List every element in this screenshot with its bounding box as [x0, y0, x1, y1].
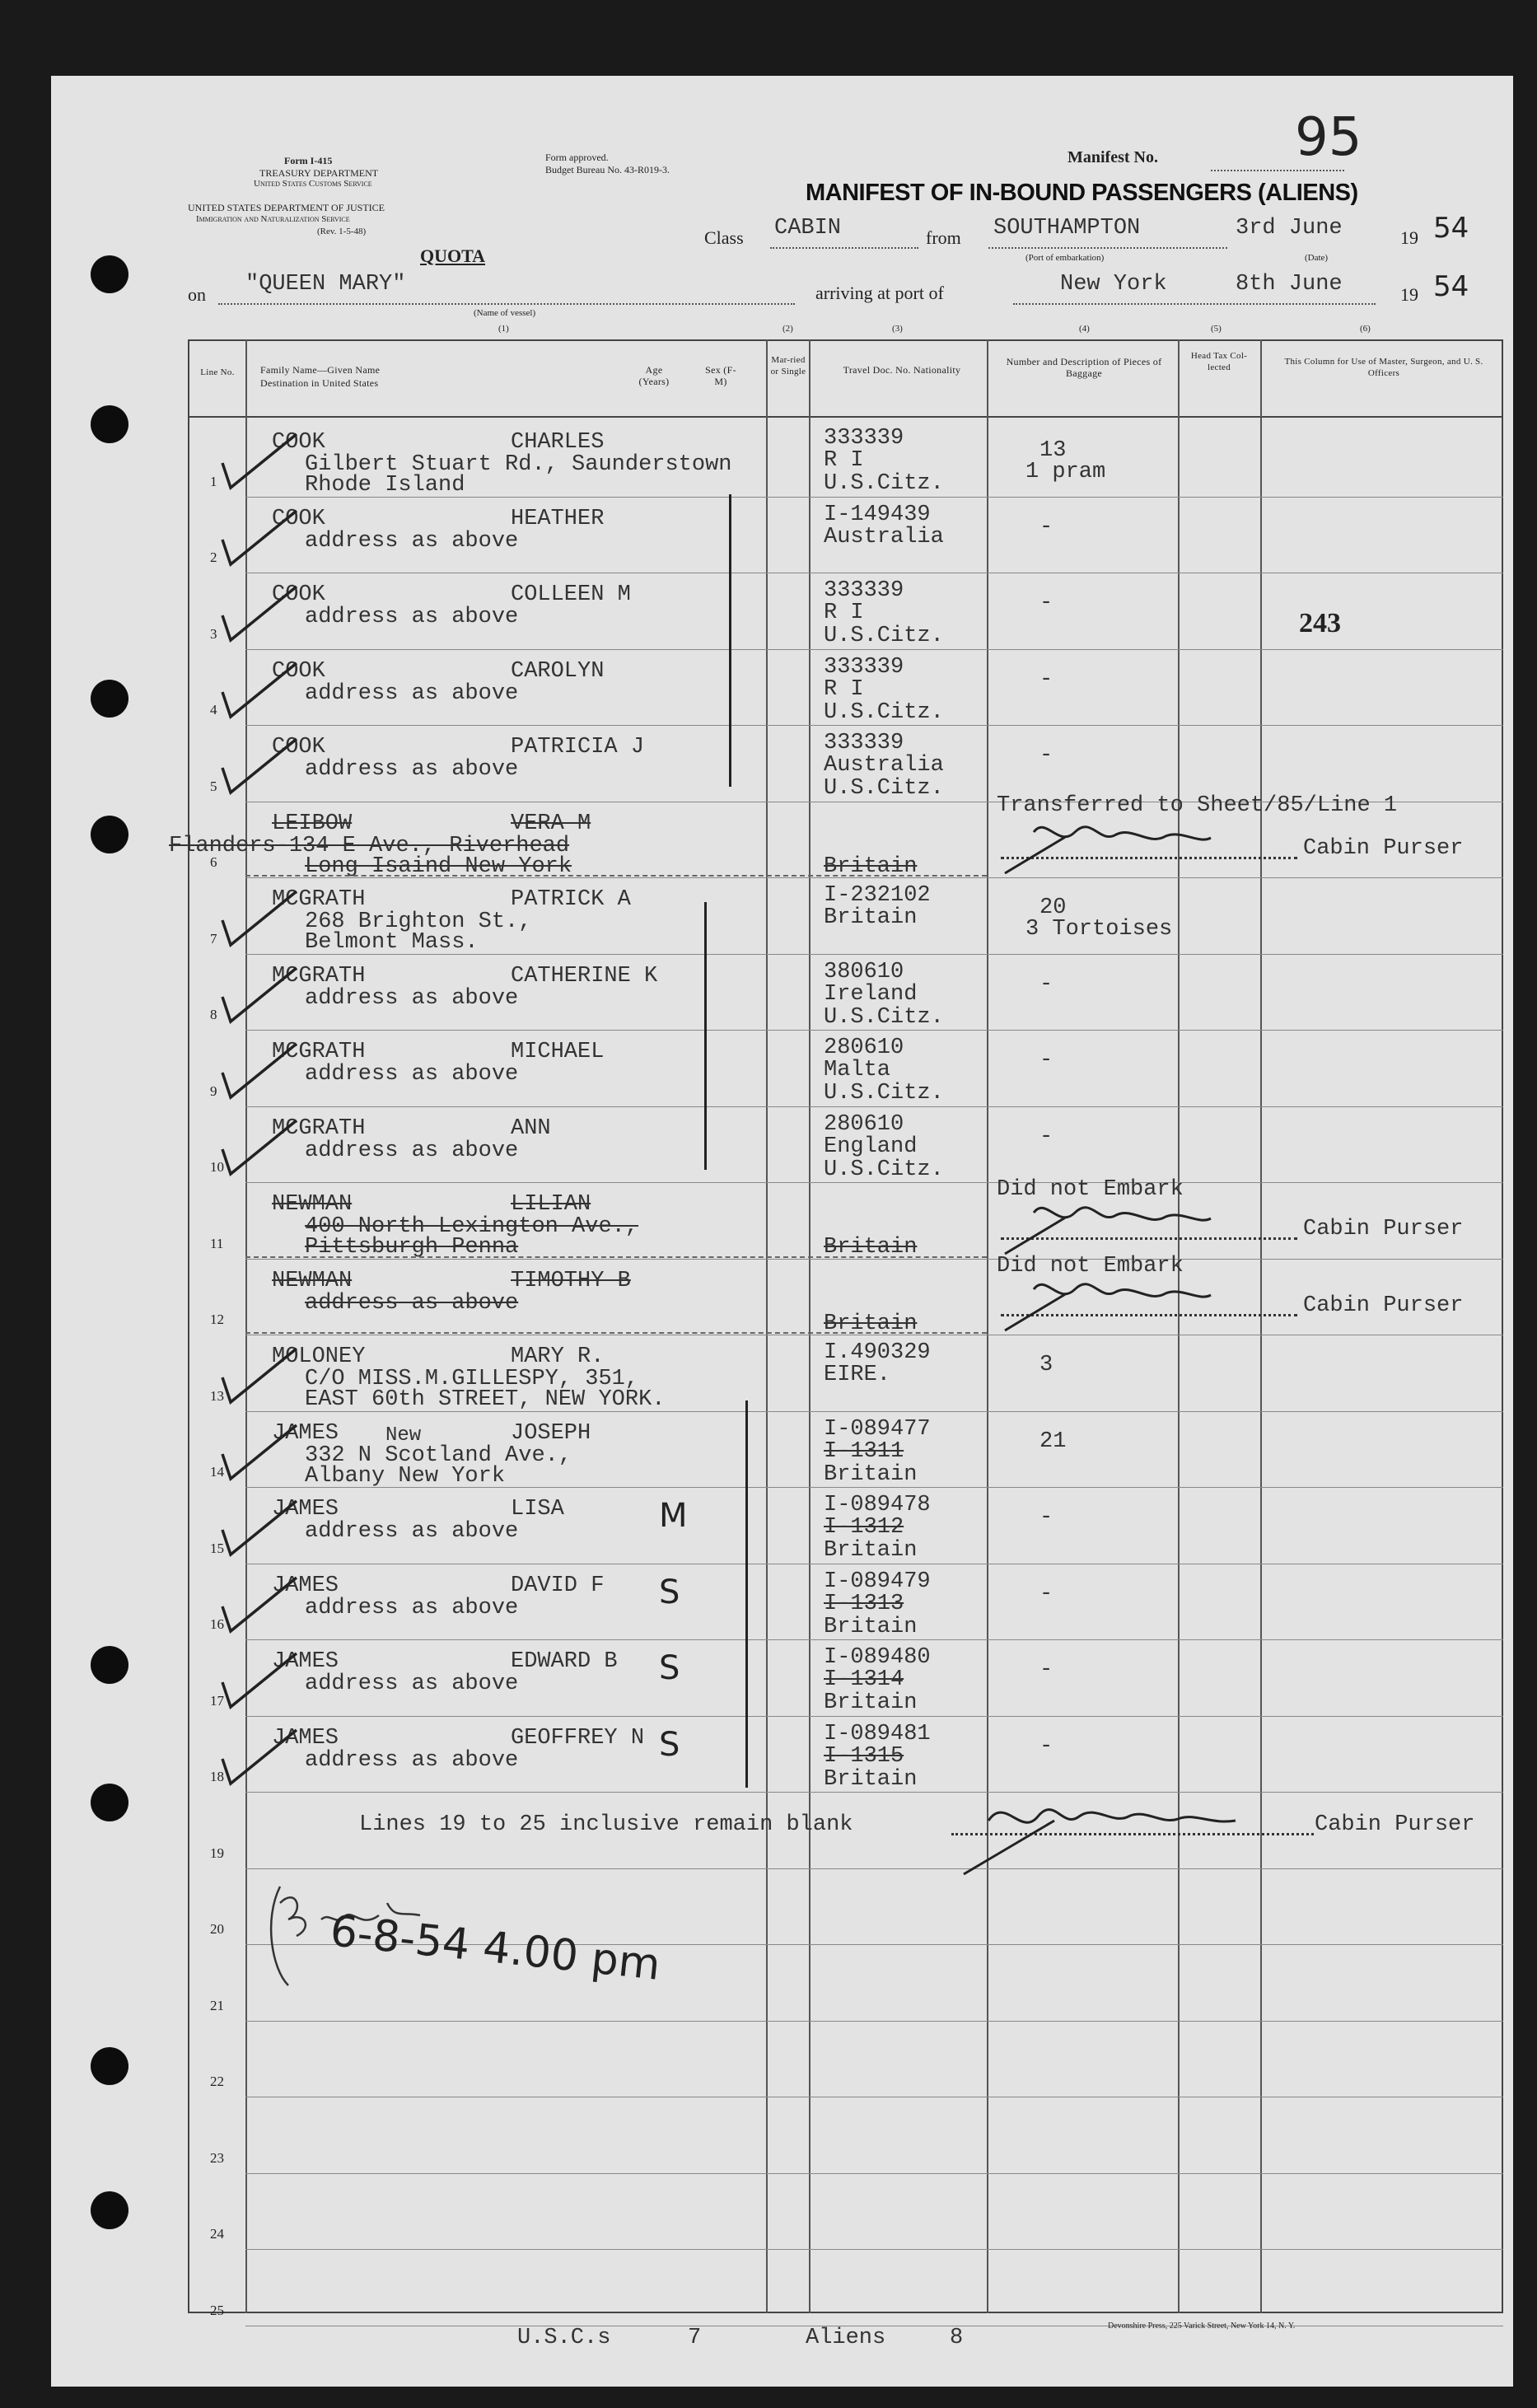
destination-line-1: address as above: [305, 1290, 519, 1316]
travel-doc-line-3: Britain: [824, 1461, 918, 1487]
row-purser: Cabin Purser: [1303, 1217, 1464, 1241]
line-number: 18: [210, 1769, 224, 1784]
row-note: Transferred to Sheet/85/Line 1: [997, 793, 1398, 818]
col-num-2: (2): [783, 324, 793, 334]
row-rule: [245, 725, 1503, 726]
binder-hole: [91, 1646, 128, 1684]
bracket-line: [745, 1400, 748, 1788]
travel-doc-line-1: 380610: [824, 959, 904, 984]
row-rule: [245, 1639, 1503, 1640]
check-mark-icon: [202, 960, 309, 1034]
header-rule: [188, 416, 1503, 418]
travel-doc-line-3: U.S.Citz.: [824, 699, 944, 725]
printer-imprint: Devonshire Press, 225 Varick Street, New York 14, N. Y.: [1108, 2321, 1296, 2331]
line-number: 10: [210, 1159, 224, 1175]
col-num-3: (3): [892, 324, 903, 334]
blank-lines-note: Lines 19 to 25 inclusive remain blank: [359, 1812, 853, 1837]
given-name: ANN: [511, 1115, 551, 1141]
check-mark-icon: [202, 578, 309, 652]
travel-doc-line-1: 333339: [824, 654, 904, 680]
ins: Immigration and Naturalization Service: [196, 214, 350, 224]
travel-doc-line-2: R I: [824, 676, 864, 702]
travel-doc-line-3: Britain: [824, 1690, 918, 1715]
col-header-head-tax: Head Tax Col-lected: [1190, 351, 1248, 372]
line-number: 21: [210, 1997, 224, 2013]
destination-line-1: address as above: [305, 1747, 519, 1773]
travel-doc-line-2: R I: [824, 601, 864, 625]
col-header-baggage: Number and Description of Pieces of Baggage: [1006, 356, 1162, 379]
port-embarkation: SOUTHAMPTON: [993, 216, 1141, 241]
baggage-count: -: [1039, 514, 1053, 540]
destination-line-1: address as above: [305, 757, 519, 782]
check-mark-icon: [202, 883, 309, 957]
travel-doc-line-1: I-089481: [824, 1721, 931, 1746]
family-name: JAMES: [272, 1497, 339, 1522]
baggage-count: 13: [1039, 438, 1067, 463]
row-rule: [245, 2021, 1503, 2022]
travel-doc-line-1: 333339: [824, 426, 904, 451]
dept-justice: UNITED STATES DEPARTMENT OF JUSTICE: [188, 202, 385, 213]
travel-doc-line-3: U.S.Citz.: [824, 776, 944, 801]
destination-line-1: address as above: [305, 1138, 519, 1163]
line-number: 22: [210, 2074, 224, 2089]
row-rule: [245, 2173, 1503, 2174]
year-prefix: 19: [1400, 227, 1418, 248]
given-name: CATHERINE K: [511, 963, 658, 989]
travel-doc-line-2: Britain: [824, 905, 918, 930]
binder-hole: [91, 255, 128, 293]
family-name: COOK: [272, 658, 325, 684]
class-value: CABIN: [774, 216, 842, 241]
check-mark-icon: [202, 1417, 309, 1491]
travel-doc-line-3: U.S.Citz.: [824, 624, 944, 648]
from-line: [988, 247, 1227, 249]
travel-doc-line-1: Britain: [824, 1235, 918, 1260]
destination-line-2: Albany New York: [305, 1463, 506, 1489]
row-rule: [245, 1030, 1503, 1031]
travel-doc-line-2: Malta: [824, 1058, 891, 1082]
destination-line-1: address as above: [305, 528, 519, 554]
row-rule: [245, 1868, 1503, 1869]
family-name: COOK: [272, 506, 325, 531]
destination-line-2: Pittsburgh Penna: [305, 1235, 519, 1260]
destination-line-2: Belmont Mass.: [305, 930, 479, 955]
arrival-line: [1013, 303, 1376, 305]
travel-doc-line-2: I-1315: [824, 1743, 904, 1769]
destination-line-1: 400 North Lexington Ave.,: [305, 1214, 639, 1239]
travel-doc-line-1: Britain: [824, 853, 918, 879]
baggage-count: -: [1039, 666, 1053, 692]
usc-count: 7: [688, 2326, 702, 2350]
col-header-travel-doc: Travel Doc. No. Nationality: [843, 364, 961, 376]
line-number: 19: [210, 1845, 224, 1861]
check-mark-icon: [202, 1340, 309, 1414]
departure-date: 3rd June: [1236, 216, 1343, 241]
line-number: 14: [210, 1464, 224, 1480]
baggage-description: 3 Tortoises: [1025, 917, 1173, 942]
binder-hole: [91, 2191, 128, 2229]
given-name: EDWARD B: [511, 1649, 618, 1674]
travel-doc-line-1: 333339: [824, 731, 904, 755]
arrival-date: 8th June: [1236, 272, 1343, 297]
vessel-label: (Name of vessel): [474, 308, 536, 318]
line-number: 5: [210, 778, 217, 794]
purser-signature: [1001, 811, 1215, 877]
family-name: MCGRATH: [272, 1115, 366, 1141]
travel-doc-line-1: 333339: [824, 578, 904, 603]
travel-doc-line-2: Ireland: [824, 981, 918, 1007]
baggage-description: 1 pram: [1025, 460, 1106, 484]
check-mark-icon: [202, 655, 309, 729]
travel-doc-line-1: 280610: [824, 1036, 904, 1060]
given-name: JOSEPH: [511, 1420, 591, 1446]
manifest-no-line: [1211, 170, 1344, 171]
dashed-separator: [245, 1332, 987, 1334]
line-number: 6: [210, 854, 217, 870]
vessel-line: [218, 303, 795, 305]
travel-doc-line-1: I-232102: [824, 883, 931, 908]
year-value-2: 54: [1433, 270, 1469, 303]
rev-date: (Rev. 1-5-48): [317, 227, 367, 236]
class-line: [770, 247, 918, 249]
family-name: COOK: [272, 430, 325, 455]
travel-doc-line-1: I-089480: [824, 1645, 931, 1670]
purser-signature: [955, 1788, 1252, 1878]
usc-label: U.S.C.s: [517, 2326, 611, 2350]
baggage-count: 3: [1039, 1353, 1053, 1377]
destination-line-1: Gilbert Stuart Rd., Saunderstown: [305, 452, 732, 477]
col-header-married: Mar-ried or Single: [770, 355, 806, 376]
baggage-count: -: [1039, 591, 1053, 615]
family-name: JAMES: [272, 1649, 339, 1674]
given-name: CAROLYN: [511, 658, 605, 684]
binder-hole: [91, 1784, 128, 1821]
destination-line-1: address as above: [305, 1519, 519, 1544]
check-mark-icon: [202, 1569, 309, 1644]
travel-doc-line-1: I.490329: [824, 1340, 931, 1365]
col-num-1: (1): [498, 324, 509, 334]
given-name: COLLEEN M: [511, 582, 631, 607]
row-rule: [245, 1182, 1503, 1183]
line-number: 15: [210, 1540, 224, 1556]
manifest-no-label: Manifest No.: [1067, 148, 1158, 166]
family-name: JAMES: [272, 1573, 339, 1598]
family-name: COOK: [272, 735, 325, 760]
row-purser: Cabin Purser: [1303, 835, 1464, 861]
given-name: CHARLES: [511, 430, 605, 455]
travel-doc-line-2: I-1312: [824, 1515, 904, 1540]
handwritten-date: 6-8-54 4.00 pm: [327, 1906, 663, 1990]
family-name: NEWMAN: [272, 1192, 353, 1217]
check-mark-icon: [202, 1112, 309, 1186]
col-header-name: Family Name—Given Name: [260, 364, 381, 376]
travel-doc-line-3: Britain: [824, 1766, 918, 1792]
line-number: 24: [210, 2226, 224, 2242]
bracket-line: [729, 494, 731, 787]
destination-line-1: address as above: [305, 1672, 519, 1696]
travel-doc-line-2: EIRE.: [824, 1363, 891, 1387]
baggage-count: -: [1039, 1124, 1053, 1149]
purser-signature: [1001, 1192, 1215, 1258]
destination-line-1: address as above: [305, 1062, 519, 1087]
travel-doc-line-2: I-1313: [824, 1591, 904, 1616]
line-number: 3: [210, 625, 217, 642]
col-divider: [1260, 339, 1262, 2313]
arriving-label: arriving at port of: [815, 283, 944, 303]
family-name: MCGRATH: [272, 963, 366, 989]
arrival-port: New York: [1060, 272, 1167, 297]
given-name: DAVID F: [511, 1573, 605, 1598]
year-prefix-2: 19: [1400, 284, 1418, 305]
vessel-name: "QUEEN MARY": [245, 272, 406, 297]
bracket-line: [704, 902, 707, 1170]
family-name: LEIBOW: [272, 811, 353, 836]
dashed-separator: [245, 875, 987, 877]
date-label: (Date): [1305, 253, 1329, 263]
given-name: PATRICIA J: [511, 735, 645, 760]
destination-line-1: address as above: [305, 1595, 519, 1620]
line-number: 8: [210, 1007, 217, 1022]
aliens-label: Aliens: [806, 2326, 886, 2350]
line-number: 9: [210, 1082, 217, 1099]
destination-line-2: Long Isaind New York: [305, 853, 572, 879]
col-num-6: (6): [1360, 324, 1371, 334]
check-mark-icon: [202, 1493, 309, 1567]
travel-doc-line-1: I-089478: [824, 1493, 931, 1517]
destination-line-1: C/O MISS.M.GILLESPY, 351,: [305, 1367, 639, 1391]
line-number: 2: [210, 549, 217, 565]
destination-line-2: Rhode Island: [305, 473, 465, 498]
row-rule: [245, 2249, 1503, 2250]
destination-line-2: EAST 60th STREET, NEW YORK.: [305, 1387, 666, 1412]
port-embarkation-label: (Port of embarkation): [1025, 253, 1105, 263]
row-rule: [245, 649, 1503, 650]
given-name: PATRICK A: [511, 887, 631, 912]
baggage-count: -: [1039, 1733, 1053, 1759]
check-mark-icon: [202, 503, 309, 577]
col-header-line: Line No.: [200, 367, 235, 377]
binder-hole: [91, 2047, 128, 2085]
baggage-count: -: [1039, 743, 1053, 768]
travel-doc-line-1: I-149439: [824, 502, 931, 527]
col-num-5: (5): [1211, 324, 1222, 334]
family-name: JAMES: [272, 1725, 339, 1751]
family-name: NEWMAN: [272, 1268, 353, 1293]
marital-status: S: [659, 1573, 680, 1611]
line-number: 7: [210, 930, 217, 947]
baggage-count: -: [1039, 1581, 1053, 1606]
travel-doc-line-2: R I: [824, 448, 864, 473]
form-approved: Form approved.: [545, 152, 609, 163]
binder-hole: [91, 405, 128, 443]
row-note: Did not Embark: [997, 1253, 1184, 1279]
purser-signature: [1001, 1269, 1215, 1335]
destination-line-1: address as above: [305, 605, 519, 629]
destination-line-1: address as above: [305, 680, 519, 706]
form-number: Form I-415: [284, 155, 333, 166]
from-label: from: [926, 227, 961, 248]
quota: QUOTA: [420, 245, 486, 266]
baggage-count: 21: [1039, 1428, 1067, 1454]
dashed-separator: [245, 1256, 987, 1258]
line-number: 11: [210, 1235, 224, 1251]
baggage-count: -: [1039, 971, 1053, 997]
line-number: 4: [210, 702, 217, 718]
travel-doc-line-1: I-089477: [824, 1416, 931, 1442]
check-mark-icon: [202, 731, 309, 805]
row-rule: [245, 1106, 1503, 1107]
given-name: MICHAEL: [511, 1040, 605, 1064]
marital-status: M: [659, 1497, 688, 1535]
row-note: Did not Embark: [997, 1177, 1184, 1202]
check-mark-icon: [202, 1722, 309, 1796]
destination-line-1: Flanders-134 E Ave., Riverhead: [169, 833, 570, 858]
line-number: 12: [210, 1312, 224, 1327]
travel-doc-line-2: I-1311: [824, 1438, 904, 1464]
baggage-count: 20: [1039, 895, 1067, 920]
line-number: 25: [210, 2302, 224, 2318]
line-number: 1: [210, 473, 217, 489]
travel-doc-line-2: Australia: [824, 524, 944, 549]
row-rule: [245, 1792, 1503, 1793]
col-header-age: Age (Years): [638, 364, 670, 387]
customs-service: United States Customs Service: [254, 179, 372, 189]
col-num-4: (4): [1079, 324, 1090, 334]
family-name: COOK: [272, 582, 325, 607]
baggage-count: -: [1039, 1658, 1053, 1682]
travel-doc-line-3: Britain: [824, 1538, 918, 1563]
travel-doc-line-2: England: [824, 1134, 918, 1159]
travel-doc-line-1: Britain: [824, 1311, 918, 1336]
travel-doc-line-2: I-1314: [824, 1667, 904, 1692]
handwritten-new: New: [385, 1424, 422, 1447]
travel-doc-line-3: U.S.Citz.: [824, 471, 944, 496]
baggage-count: -: [1039, 1505, 1053, 1530]
given-name: VERA M: [511, 811, 591, 836]
aliens-count: 8: [950, 2326, 964, 2350]
line-number: 16: [210, 1616, 224, 1632]
given-name: LILIAN: [511, 1192, 591, 1217]
given-name: GEOFFREY N: [511, 1725, 645, 1751]
travel-doc-line-3: U.S.Citz.: [824, 1081, 944, 1106]
class-label: Class: [704, 227, 744, 248]
row-rule: [245, 1716, 1503, 1717]
col-divider: [809, 339, 811, 2313]
check-mark-icon: [202, 426, 309, 500]
destination-line-1: address as above: [305, 985, 519, 1011]
travel-doc-line-1: I-089479: [824, 1569, 931, 1594]
destination-line-1: 332 N Scotland Ave.,: [305, 1442, 572, 1468]
binder-hole: [91, 680, 128, 718]
destination-line-1: 268 Brighton St.,: [305, 909, 532, 934]
col-divider: [987, 339, 988, 2313]
blank-purser: Cabin Purser: [1315, 1812, 1475, 1837]
check-mark-icon: [202, 1645, 309, 1719]
col-header-sex: Sex (F-M): [705, 364, 736, 387]
col-divider: [766, 339, 768, 2313]
line-number: 13: [210, 1387, 224, 1404]
line-number: 20: [210, 1921, 224, 1937]
baggage-count: -: [1039, 1048, 1053, 1073]
line-number: 17: [210, 1692, 224, 1709]
binder-hole: [91, 816, 128, 853]
travel-doc-line-1: 280610: [824, 1111, 904, 1137]
travel-doc-line-2: Australia: [824, 753, 944, 778]
check-mark-icon: [202, 1036, 309, 1110]
col-header-officers: This Column for Use of Master, Surgeon, and U. S. Officers: [1284, 357, 1483, 378]
marital-status: S: [659, 1649, 680, 1687]
given-name: TIMOTHY B: [511, 1268, 631, 1293]
given-name: LISA: [511, 1497, 564, 1522]
page-title: MANIFEST OF IN-BOUND PASSENGERS (ALIENS): [806, 180, 1358, 206]
manifest-no-value: 95: [1295, 107, 1362, 168]
family-name: MCGRATH: [272, 1040, 366, 1064]
family-name: MCGRATH: [272, 887, 366, 912]
row-purser: Cabin Purser: [1303, 1293, 1464, 1318]
family-name: MOLONEY: [272, 1344, 366, 1369]
travel-doc-line-3: Britain: [824, 1614, 918, 1639]
officer-number: 243: [1299, 608, 1341, 638]
given-name: MARY R.: [511, 1344, 605, 1369]
on-label: on: [188, 284, 206, 305]
col-header-destination: Destination in United States: [260, 377, 379, 389]
given-name: HEATHER: [511, 506, 605, 531]
marital-status: S: [659, 1725, 680, 1764]
budget-bureau: Budget Bureau No. 43-R019-3.: [545, 164, 670, 175]
travel-doc-line-3: U.S.Citz.: [824, 1157, 944, 1182]
line-number: 23: [210, 2149, 224, 2166]
travel-doc-line-3: U.S.Citz.: [824, 1004, 944, 1030]
treasury-dept: TREASURY DEPARTMENT: [259, 167, 379, 179]
year-value: 54: [1433, 212, 1469, 245]
family-name: JAMES: [272, 1420, 339, 1446]
